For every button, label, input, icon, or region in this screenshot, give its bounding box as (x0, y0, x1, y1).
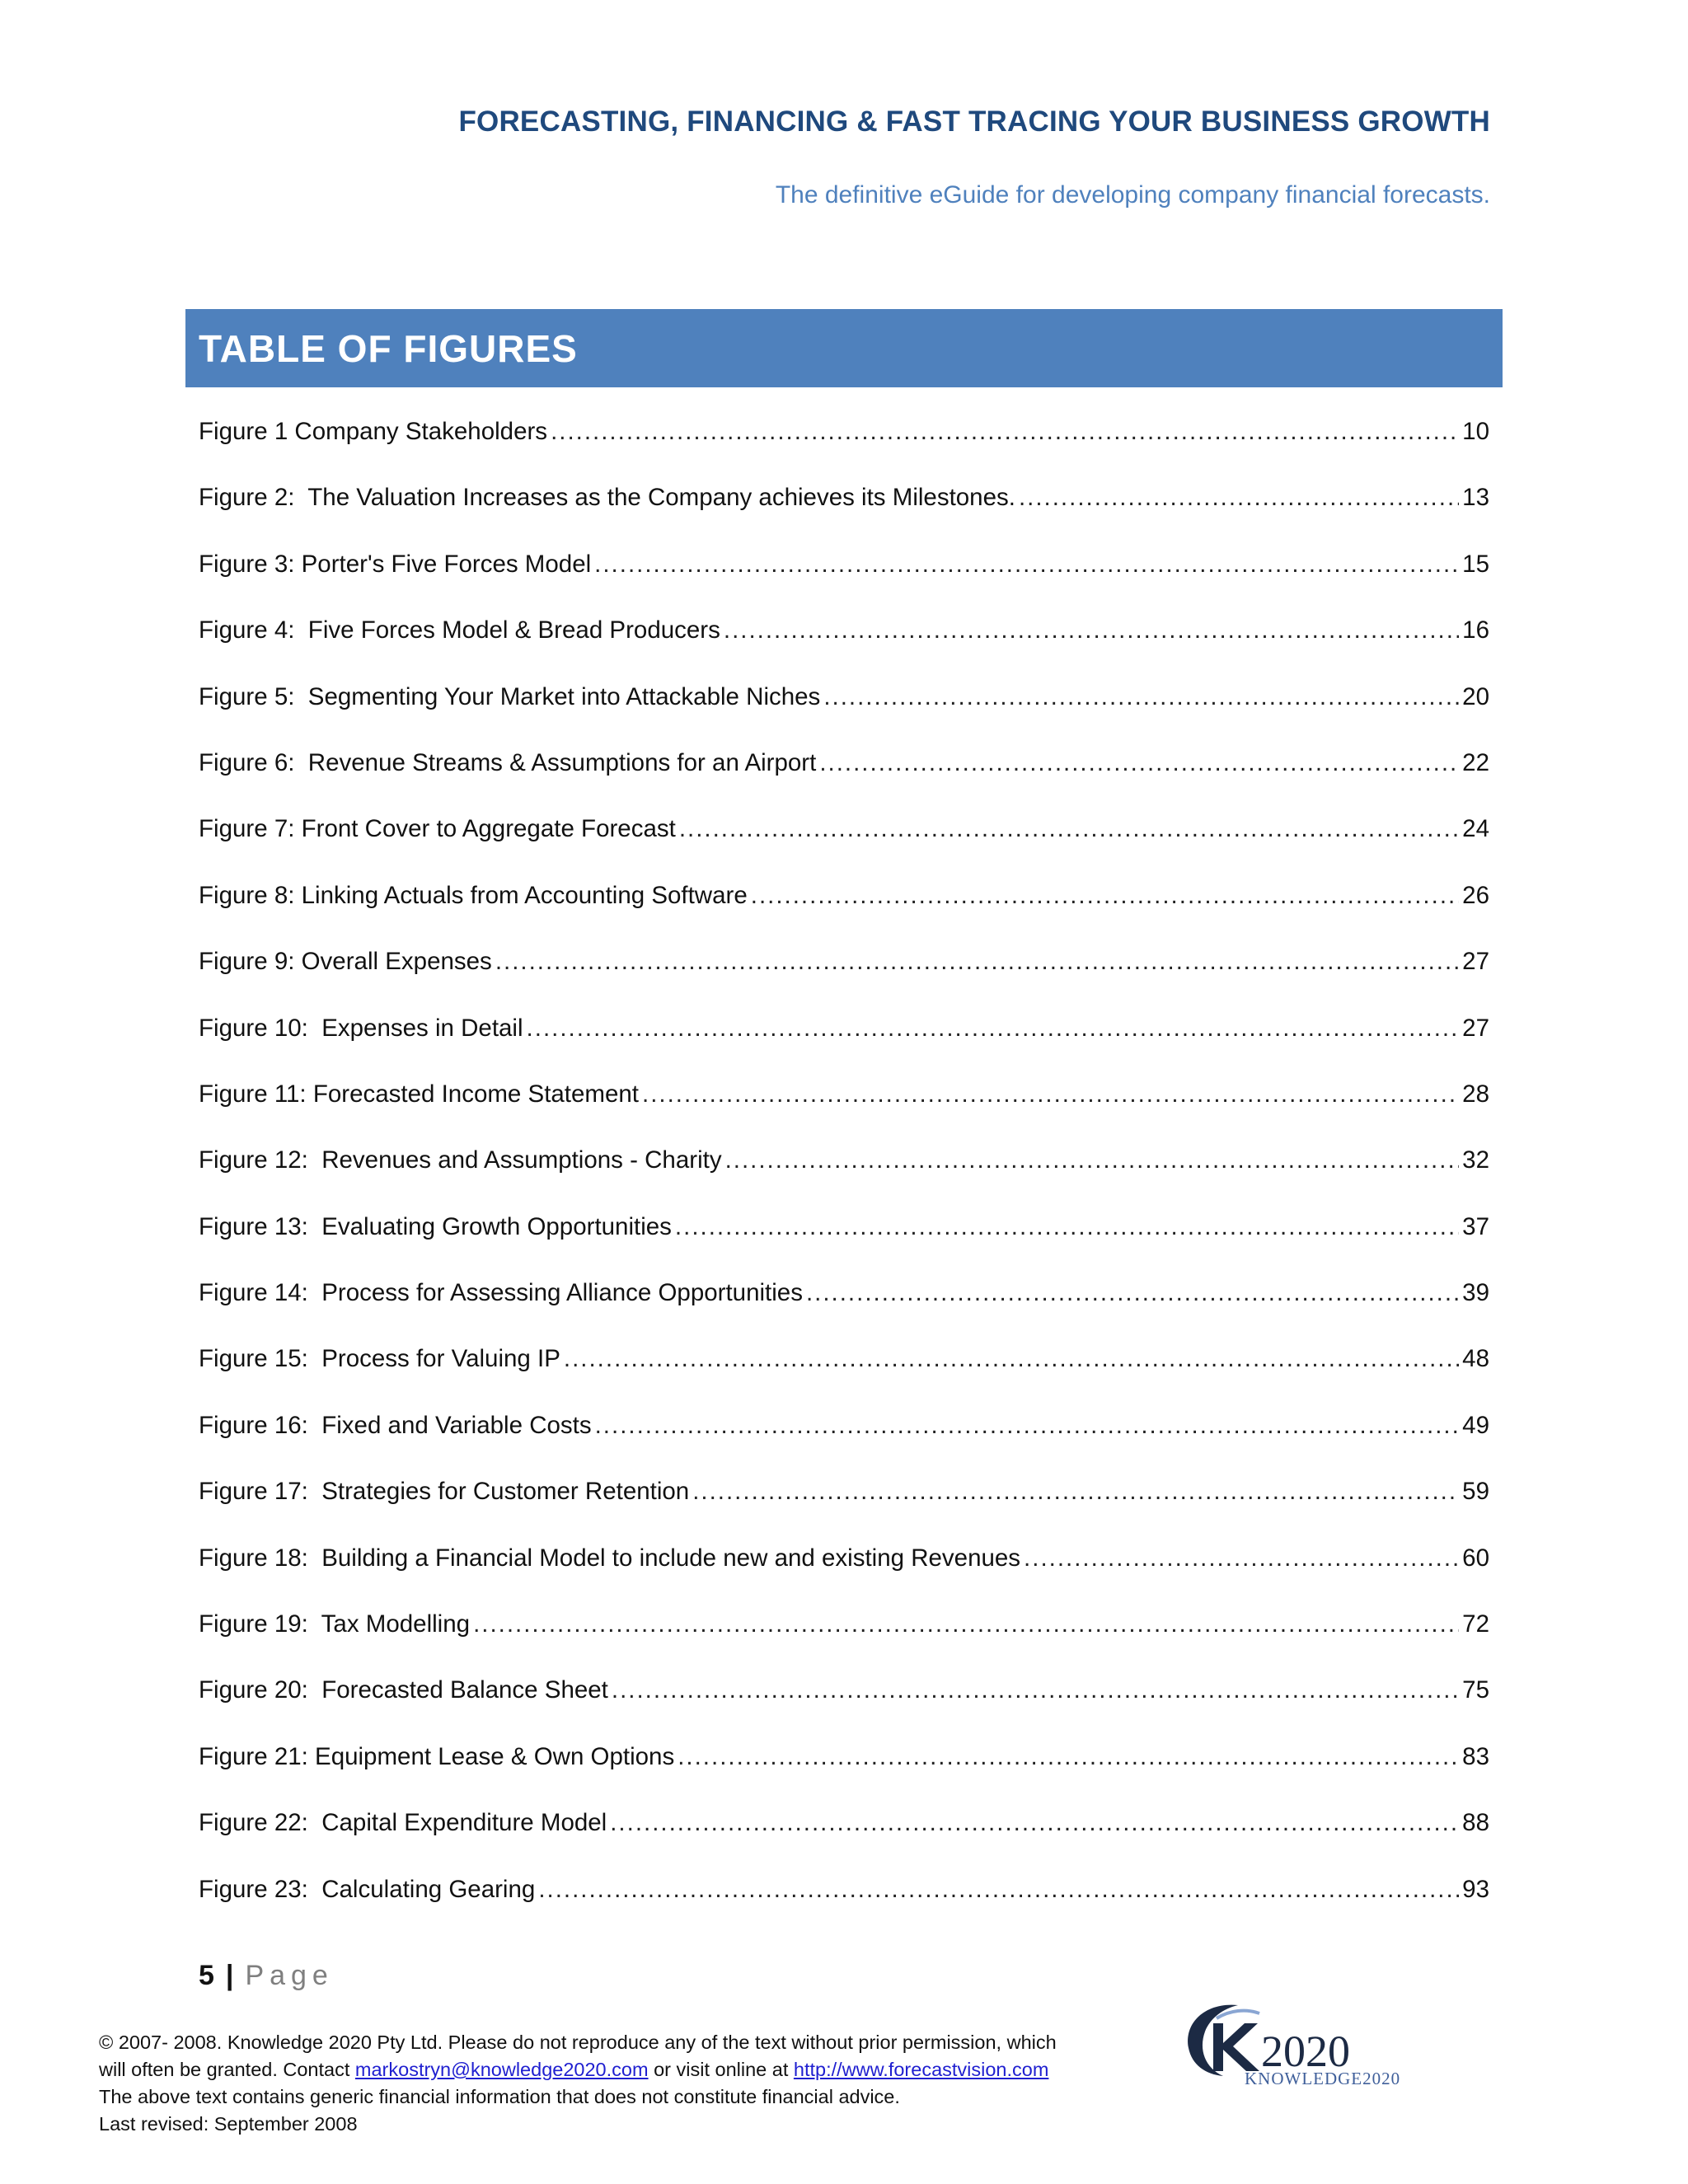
figure-entry-page: 88 (1462, 1809, 1489, 1837)
figure-entry[interactable] (199, 940, 1489, 1005)
dot-leader (551, 410, 1459, 454)
logo-k-icon (1213, 2023, 1259, 2071)
figure-entry-page: 27 (1462, 1014, 1489, 1042)
logo-mark-text: 2020 (1261, 2027, 1350, 2076)
figure-entry[interactable] (199, 1072, 1489, 1138)
dot-leader (642, 1072, 1459, 1117)
figure-entry-label: Figure 8: Linking Actuals from Accounting Software (199, 881, 748, 909)
figure-entry[interactable] (199, 1006, 1489, 1072)
figure-entry-label: Figure 18: Building a Financial Model to include new and existing Revenues (199, 1544, 1021, 1572)
figure-entry-page: 48 (1462, 1345, 1489, 1373)
dot-leader (724, 608, 1459, 653)
dot-leader (527, 1006, 1460, 1051)
dot-leader (678, 1735, 1459, 1779)
figure-entry-page: 37 (1462, 1212, 1489, 1240)
figure-entry-label: Figure 1 Company Stakeholders (199, 418, 548, 445)
page-number-value: 5 (199, 1960, 214, 1991)
document-header-title: FORECASTING, FINANCING & FAST TRACING YOUR BUSINESS GROWTH (458, 105, 1490, 138)
figure-entry-page: 72 (1462, 1610, 1489, 1638)
table-of-figures-banner (185, 309, 1503, 387)
figure-entry[interactable] (199, 1404, 1489, 1469)
figure-entry-label: Figure 21: Equipment Lease & Own Options (199, 1742, 675, 1770)
contact-email-link[interactable]: markostryn@knowledge2020.com (354, 2059, 649, 2080)
dot-leader (751, 874, 1459, 918)
figure-entry-page: 22 (1462, 748, 1489, 776)
figure-entry-label: Figure 5: Segmenting Your Market into Attackable Niches (199, 682, 821, 710)
figure-entry-page: 49 (1462, 1411, 1489, 1439)
knowledge2020-logo (1180, 1999, 1428, 2089)
figure-entry[interactable] (199, 1868, 1489, 1933)
figure-entry-label: Figure 22: Capital Expenditure Model (199, 1809, 607, 1837)
figure-entry-label: Figure 7: Front Cover to Aggregate Forecast (199, 815, 676, 843)
figure-entry-page: 24 (1462, 815, 1489, 843)
figure-entry-label: Figure 14: Process for Assessing Alliance Opportunities (199, 1279, 803, 1307)
figure-entry-label: Figure 11: Forecasted Income Statement (199, 1080, 639, 1108)
figure-entry[interactable] (199, 741, 1489, 807)
table-of-figures-list (199, 410, 1489, 1933)
dot-leader (806, 1271, 1459, 1315)
figure-entry[interactable] (199, 807, 1489, 873)
dot-leader (610, 1801, 1459, 1845)
document-header-subtitle: The definitive eGuide for developing company financial forecasts. (775, 181, 1490, 209)
figure-entry-label: Figure 2: The Valuation Increases as the Company achieves its Milestones. (199, 484, 1015, 512)
figure-entry-page: 16 (1462, 616, 1489, 644)
figure-entry[interactable] (199, 608, 1489, 674)
figure-entry-label: Figure 19: Tax Modelling (199, 1610, 471, 1638)
figure-entry[interactable] (199, 1271, 1489, 1337)
figure-entry-page: 93 (1462, 1875, 1489, 1903)
figure-entry-label: Figure 17: Strategies for Customer Retention (199, 1478, 690, 1506)
dot-leader (725, 1138, 1460, 1183)
dot-leader (675, 1205, 1459, 1249)
figure-entry-page: 27 (1462, 948, 1489, 976)
disclaimer-line: The above text contains generic financial information that does not constitute financial advice. (99, 2086, 900, 2107)
figure-entry-page: 28 (1462, 1080, 1489, 1108)
figure-entry-page: 32 (1462, 1146, 1489, 1174)
copyright-footer (99, 2029, 1170, 2138)
table-of-figures-heading: TABLE OF FIGURES (199, 326, 578, 370)
figure-entry-label: Figure 20: Forecasted Balance Sheet (199, 1676, 608, 1704)
revision-line: Last revised: September 2008 (99, 2113, 358, 2135)
dot-leader (473, 1602, 1459, 1647)
figure-entry-label: Figure 4: Five Forces Model & Bread Producers (199, 616, 720, 644)
dot-leader (595, 1404, 1460, 1448)
page-number-word: Page (245, 1960, 334, 1991)
figure-entry-page: 15 (1462, 550, 1489, 578)
figure-entry[interactable] (199, 1469, 1489, 1535)
dot-leader (495, 940, 1459, 984)
figure-entry-label: Figure 23: Calculating Gearing (199, 1875, 536, 1903)
figure-entry-label: Figure 3: Porter's Five Forces Model (199, 550, 592, 578)
figure-entry[interactable] (199, 675, 1489, 741)
figure-entry-page: 75 (1462, 1676, 1489, 1704)
figure-entry-label: Figure 16: Fixed and Variable Costs (199, 1411, 592, 1439)
contact-line (99, 2056, 1170, 2083)
dot-leader (564, 1337, 1459, 1381)
figure-entry-page: 10 (1462, 418, 1489, 445)
website-link[interactable]: http://www.forecastvision.com (793, 2059, 1049, 2080)
logo-arc-icon (1217, 2011, 1259, 2018)
figure-entry[interactable] (199, 1668, 1489, 1734)
dot-leader (692, 1469, 1459, 1514)
dot-leader (1024, 1536, 1459, 1581)
page-number (199, 1960, 334, 1992)
figure-entry[interactable] (199, 1337, 1489, 1403)
figure-entry-page: 83 (1462, 1742, 1489, 1770)
dot-leader (594, 542, 1459, 587)
figure-entry[interactable] (199, 476, 1489, 541)
figure-entry-page: 60 (1462, 1544, 1489, 1572)
figure-entry[interactable] (199, 1735, 1489, 1801)
dot-leader (1019, 476, 1459, 520)
figure-entry-label: Figure 15: Process for Valuing IP (199, 1345, 560, 1373)
figure-entry[interactable] (199, 874, 1489, 940)
figure-entry-label: Figure 12: Revenues and Assumptions - Charity (199, 1146, 722, 1174)
figure-entry[interactable] (199, 1536, 1489, 1602)
figure-entry-label: Figure 13: Evaluating Growth Opportunities (199, 1212, 672, 1240)
figure-entry[interactable] (199, 1138, 1489, 1204)
copyright-line: © 2007- 2008. Knowledge 2020 Pty Ltd. Please do not reproduce any of the text without prior permission, which (99, 2032, 1057, 2053)
dot-leader (538, 1868, 1459, 1912)
figure-entry-label: Figure 6: Revenue Streams & Assumptions for an Airport (199, 748, 817, 776)
dot-leader (819, 741, 1459, 785)
figure-entry-page: 39 (1462, 1279, 1489, 1307)
figure-entry[interactable] (199, 1602, 1489, 1668)
figure-entry-label: Figure 10: Expenses in Detail (199, 1014, 523, 1042)
figure-entry-page: 59 (1462, 1478, 1489, 1506)
page-number-separator: | (225, 1960, 234, 1991)
figure-entry-label: Figure 9: Overall Expenses (199, 948, 492, 976)
figure-entry[interactable] (199, 542, 1489, 608)
figure-entry[interactable] (199, 1205, 1489, 1271)
dot-leader (823, 675, 1459, 719)
figure-entry-page: 26 (1462, 881, 1489, 909)
contact-middle: or visit online at (648, 2059, 794, 2080)
dot-leader (679, 807, 1459, 851)
figure-entry[interactable] (199, 410, 1489, 476)
logo-wordmark: KNOWLEDGE2020 (1245, 2069, 1401, 2088)
dot-leader (612, 1668, 1459, 1713)
figure-entry[interactable] (199, 1801, 1489, 1867)
figure-entry-page: 20 (1462, 682, 1489, 710)
contact-prefix: will often be granted. Contact (99, 2059, 355, 2080)
figure-entry-page: 13 (1462, 484, 1489, 512)
